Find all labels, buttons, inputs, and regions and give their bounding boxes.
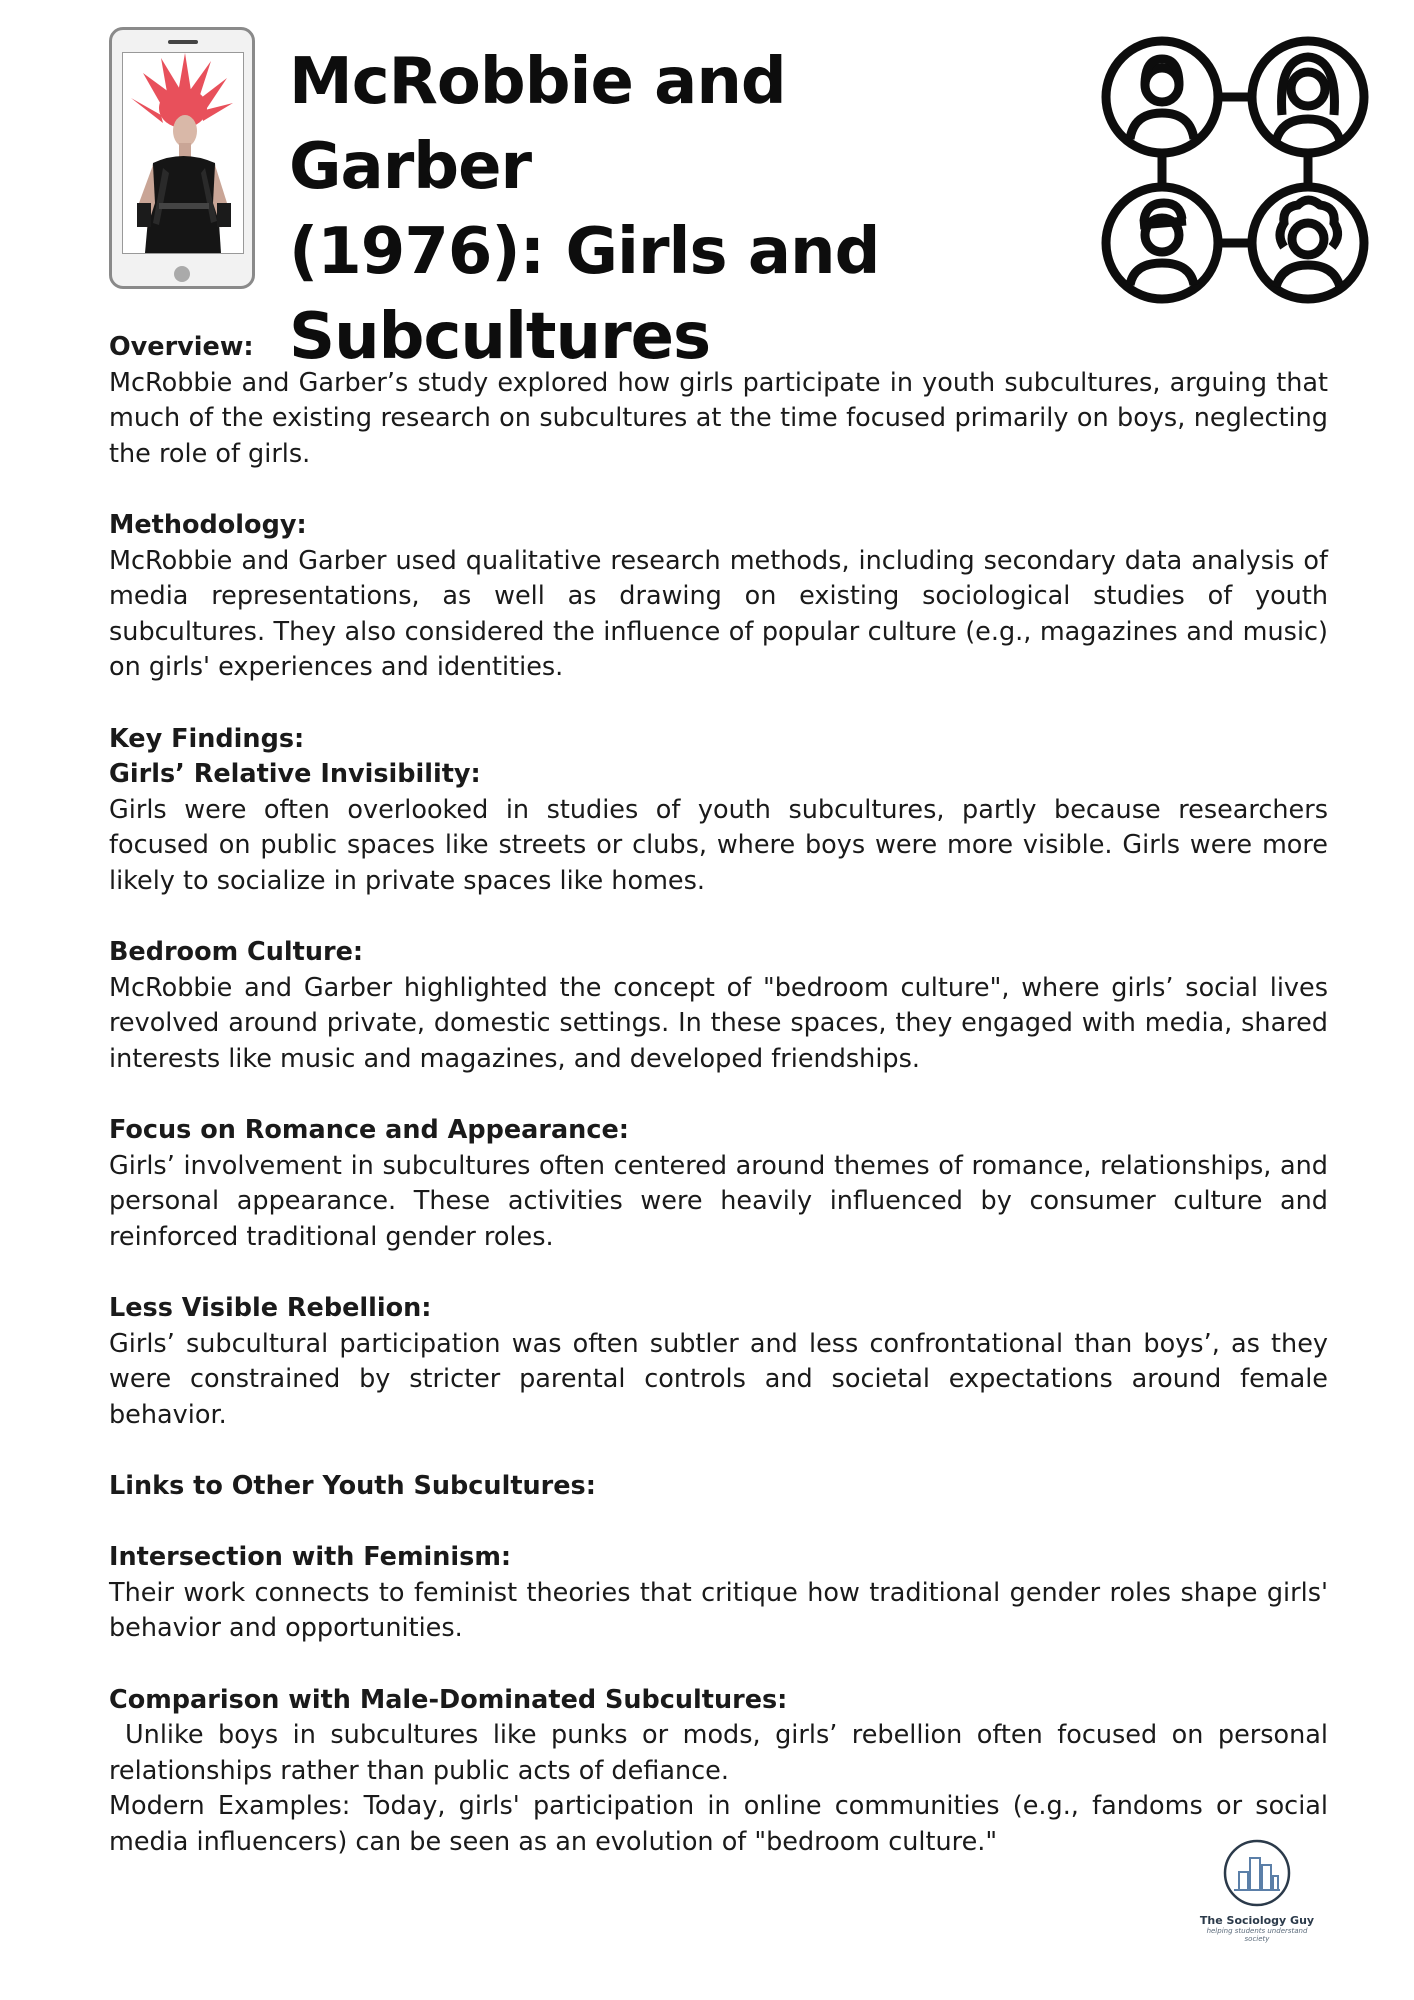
phone-speaker bbox=[168, 40, 198, 44]
phone-illustration bbox=[109, 27, 255, 289]
paragraph-modern-examples: Modern Examples: Today, girls' participation in online communities (e.g., fandoms or social media influencers) can be seen as an evolution of "bedroom culture." bbox=[109, 1791, 1328, 1857]
heading-romance-appearance: Focus on Romance and Appearance: bbox=[109, 1115, 629, 1146]
group-of-four-people-icon bbox=[1100, 35, 1370, 305]
heading-less-visible-rebellion: Less Visible Rebellion: bbox=[109, 1293, 432, 1324]
heading-bedroom-culture: Bedroom Culture: bbox=[109, 937, 364, 968]
phone-home-button bbox=[174, 266, 190, 282]
heading-overview: Overview: bbox=[109, 332, 254, 362]
paragraph-comparison-male-subcultures: Unlike boys in subcultures like punks or mods, girls’ rebellion often focused on personal relationships rather than public acts of defiance. bbox=[109, 1720, 1328, 1786]
subheading-relative-invisibility: Girls’ Relative Invisibility: bbox=[109, 759, 481, 790]
paragraph-romance-appearance: Girls’ involvement in subcultures often centered around themes of romance, relationships, and personal appearance. These activities were heavily influenced by consumer culture and reinforced traditional gender roles. bbox=[109, 1150, 1328, 1252]
paragraph-relative-invisibility: Girls were often overlooked in studies of youth subcultures, partly because researchers focused on public spaces like streets or clubs, where boys were more visible. Girls were more likely to socialize in private spaces like homes. bbox=[109, 794, 1328, 896]
paragraph-less-visible-rebellion: Girls’ subcultural participation was often subtler and less confrontational than boys’, as they were constrained by stricter parental controls and societal expectations around female behavior. bbox=[109, 1328, 1328, 1430]
heading-intersection-feminism: Intersection with Feminism: bbox=[109, 1542, 512, 1573]
paragraph-methodology: McRobbie and Garber used qualitative research methods, including secondary data analysis of media representations, as well as drawing on existing sociological studies of youth subcultures. They also considered the influence of popular culture (e.g., magazines and music) on girls' experiences and identities. bbox=[109, 545, 1328, 683]
paragraph-overview: McRobbie and Garber’s study explored how girls participate in youth subcultures, arguing that much of the existing research on subcultures at the time focused primarily on boys, neglecting the role of girls. bbox=[109, 367, 1328, 469]
document-body bbox=[109, 330, 1328, 1861]
title-line-1: McRobbie and Garber bbox=[289, 45, 786, 204]
heading-key-findings: Key Findings: bbox=[109, 723, 305, 754]
heading-comparison-male-subcultures: Comparison with Male-Dominated Subcultures: bbox=[109, 1684, 788, 1715]
title-line-3: Subcultures bbox=[289, 300, 711, 374]
city-buildings-icon bbox=[1222, 1838, 1292, 1908]
logo-tagline: helping students understand society bbox=[1206, 1927, 1308, 1943]
heading-links-other-subcultures: Links to Other Youth Subcultures: bbox=[109, 1471, 596, 1501]
logo-name: The Sociology Guy bbox=[1199, 1914, 1315, 1927]
sociology-guy-logo bbox=[1196, 1838, 1318, 1943]
punk-girl-photo bbox=[122, 52, 244, 254]
heading-methodology: Methodology: bbox=[109, 509, 307, 540]
title-line-2: (1976): Girls and bbox=[289, 215, 880, 289]
paragraph-bedroom-culture: McRobbie and Garber highlighted the concept of "bedroom culture", where girls’ social lives revolved around private, domestic settings. In these spaces, they engaged with media, shared interests like music and magazines, and developed friendships. bbox=[109, 972, 1328, 1074]
paragraph-intersection-feminism: Their work connects to feminist theories that critique how traditional gender roles shape girls' behavior and opportunities. bbox=[109, 1577, 1328, 1644]
page-title bbox=[289, 40, 1049, 380]
